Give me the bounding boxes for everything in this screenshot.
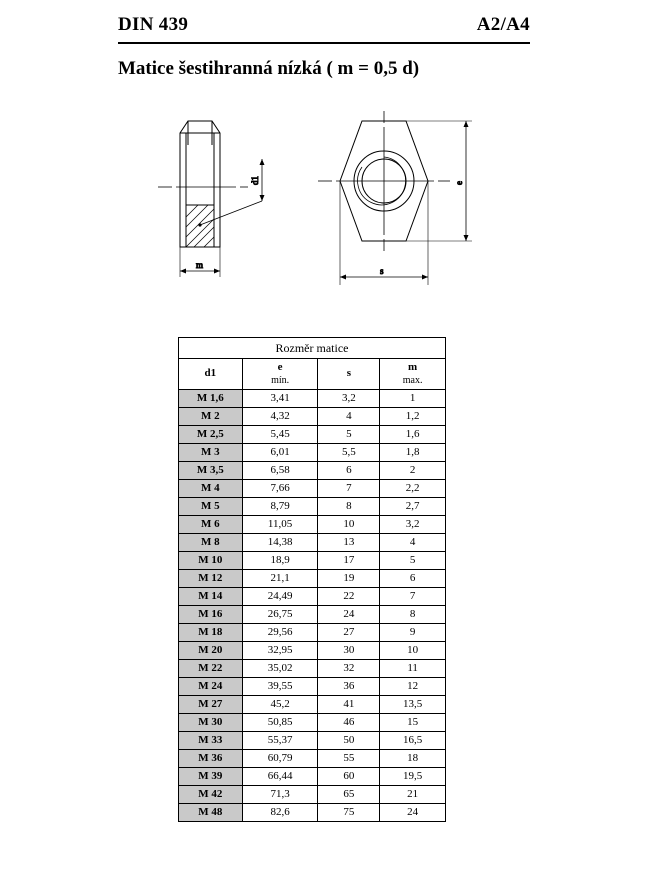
cell-e: 24,49: [242, 588, 318, 606]
drawing-svg: [150, 105, 490, 305]
cell-e: 29,56: [242, 624, 318, 642]
cell-m: 1,2: [380, 408, 446, 426]
table-row: [179, 408, 446, 426]
cell-thread-size: M 10: [179, 552, 243, 570]
cell-m: 13,5: [380, 696, 446, 714]
cell-s: 46: [318, 714, 380, 732]
table-row: [179, 786, 446, 804]
cell-e: 21,1: [242, 570, 318, 588]
table-row: [179, 588, 446, 606]
cell-s: 13: [318, 534, 380, 552]
cell-thread-size: M 27: [179, 696, 243, 714]
cell-thread-size: M 1,6: [179, 390, 243, 408]
cell-m: 18: [380, 750, 446, 768]
cell-m: 2,7: [380, 498, 446, 516]
cell-thread-size: M 2: [179, 408, 243, 426]
cell-s: 30: [318, 642, 380, 660]
cell-e: 55,37: [242, 732, 318, 750]
table-row: [179, 624, 446, 642]
material-grade: A2/A4: [476, 14, 530, 35]
cell-thread-size: M 3: [179, 444, 243, 462]
cell-m: 5: [380, 552, 446, 570]
cell-e: 71,3: [242, 786, 318, 804]
cell-m: 3,2: [380, 516, 446, 534]
cell-thread-size: M 36: [179, 750, 243, 768]
column-sub-m: max.: [402, 374, 423, 386]
cell-thread-size: M 2,5: [179, 426, 243, 444]
cell-e: 60,79: [242, 750, 318, 768]
cell-s: 75: [318, 804, 380, 822]
cell-e: 50,85: [242, 714, 318, 732]
dim-label-s: s: [380, 266, 384, 276]
cell-s: 22: [318, 588, 380, 606]
cell-e: 7,66: [242, 480, 318, 498]
table-header-row: [179, 359, 446, 390]
table-row: [179, 768, 446, 786]
cell-s: 10: [318, 516, 380, 534]
table-row: [179, 516, 446, 534]
cell-m: 1,8: [380, 444, 446, 462]
cell-m: 6: [380, 570, 446, 588]
table-row: [179, 804, 446, 822]
column-header-m: [380, 359, 446, 390]
table-row: [179, 462, 446, 480]
cell-thread-size: M 5: [179, 498, 243, 516]
table-row: [179, 696, 446, 714]
cell-s: 5: [318, 426, 380, 444]
cell-e: 18,9: [242, 552, 318, 570]
table-row: [179, 732, 446, 750]
technical-drawing: [150, 105, 490, 305]
cell-e: 5,45: [242, 426, 318, 444]
dim-label-e: e: [454, 181, 464, 185]
table-row: [179, 552, 446, 570]
cell-s: 7: [318, 480, 380, 498]
table-row: [179, 642, 446, 660]
cell-s: 41: [318, 696, 380, 714]
cell-thread-size: M 6: [179, 516, 243, 534]
cell-thread-size: M 33: [179, 732, 243, 750]
cell-thread-size: M 18: [179, 624, 243, 642]
cell-m: 7: [380, 588, 446, 606]
cell-e: 4,32: [242, 408, 318, 426]
cell-m: 21: [380, 786, 446, 804]
cell-thread-size: M 24: [179, 678, 243, 696]
header-divider: [118, 42, 530, 44]
cell-thread-size: M 16: [179, 606, 243, 624]
table-row: [179, 660, 446, 678]
cell-m: 4: [380, 534, 446, 552]
cell-e: 82,6: [242, 804, 318, 822]
cell-m: 11: [380, 660, 446, 678]
table-row: [179, 444, 446, 462]
cell-thread-size: M 4: [179, 480, 243, 498]
cell-m: 16,5: [380, 732, 446, 750]
cell-s: 5,5: [318, 444, 380, 462]
standard-number: DIN 439: [118, 14, 189, 35]
table-row: [179, 426, 446, 444]
table-body: [179, 390, 446, 822]
cell-s: 24: [318, 606, 380, 624]
cell-e: 11,05: [242, 516, 318, 534]
cell-s: 55: [318, 750, 380, 768]
table-row: [179, 678, 446, 696]
cell-m: 1: [380, 390, 446, 408]
table-row: [179, 534, 446, 552]
table-row: [179, 606, 446, 624]
column-header-d1: [179, 359, 243, 390]
table-row: [179, 714, 446, 732]
table-row: [179, 750, 446, 768]
cell-thread-size: M 30: [179, 714, 243, 732]
cell-s: 36: [318, 678, 380, 696]
table-row: [179, 390, 446, 408]
cell-m: 10: [380, 642, 446, 660]
table-row: [179, 570, 446, 588]
cell-m: 24: [380, 804, 446, 822]
cell-thread-size: M 8: [179, 534, 243, 552]
cell-e: 35,02: [242, 660, 318, 678]
cell-thread-size: M 14: [179, 588, 243, 606]
cell-s: 4: [318, 408, 380, 426]
cell-s: 50: [318, 732, 380, 750]
cell-s: 32: [318, 660, 380, 678]
page-title: Matice šestihranná nízká ( m = 0,5 d): [118, 58, 420, 79]
cell-thread-size: M 42: [179, 786, 243, 804]
column-header-s: [318, 359, 380, 390]
cell-e: 6,01: [242, 444, 318, 462]
cell-e: 26,75: [242, 606, 318, 624]
column-label-m: m: [408, 360, 418, 373]
cell-thread-size: M 48: [179, 804, 243, 822]
cell-m: 2: [380, 462, 446, 480]
cell-thread-size: M 39: [179, 768, 243, 786]
cell-e: 32,95: [242, 642, 318, 660]
cell-s: 19: [318, 570, 380, 588]
cell-e: 45,2: [242, 696, 318, 714]
cell-e: 39,55: [242, 678, 318, 696]
cell-e: 66,44: [242, 768, 318, 786]
cell-m: 19,5: [380, 768, 446, 786]
dim-label-d1: d1: [250, 176, 260, 185]
column-sub-e: mín.: [271, 374, 290, 386]
dimensions-table: [178, 337, 446, 822]
table-row: [179, 498, 446, 516]
table-title-row: [179, 338, 446, 359]
column-header-e: [242, 359, 318, 390]
cell-m: 12: [380, 678, 446, 696]
cell-thread-size: M 20: [179, 642, 243, 660]
document-header: [118, 14, 530, 36]
cell-e: 8,79: [242, 498, 318, 516]
cell-m: 9: [380, 624, 446, 642]
cell-m: 15: [380, 714, 446, 732]
cell-thread-size: M 12: [179, 570, 243, 588]
column-label-s: s: [346, 367, 351, 380]
cell-s: 27: [318, 624, 380, 642]
table-title: Rozměr matice: [179, 338, 446, 359]
dimensions-table-wrap: [178, 337, 446, 822]
cell-thread-size: M 22: [179, 660, 243, 678]
cell-thread-size: M 3,5: [179, 462, 243, 480]
cell-s: 8: [318, 498, 380, 516]
cell-s: 6: [318, 462, 380, 480]
cell-m: 2,2: [380, 480, 446, 498]
cell-m: 8: [380, 606, 446, 624]
column-label-d1: d1: [204, 367, 217, 380]
cell-e: 3,41: [242, 390, 318, 408]
column-label-e: e: [277, 360, 283, 373]
cell-e: 14,38: [242, 534, 318, 552]
cell-s: 65: [318, 786, 380, 804]
cell-s: 60: [318, 768, 380, 786]
table-row: [179, 480, 446, 498]
cell-s: 17: [318, 552, 380, 570]
cell-e: 6,58: [242, 462, 318, 480]
cell-s: 3,2: [318, 390, 380, 408]
cell-m: 1,6: [380, 426, 446, 444]
dim-label-m: m: [196, 260, 204, 270]
